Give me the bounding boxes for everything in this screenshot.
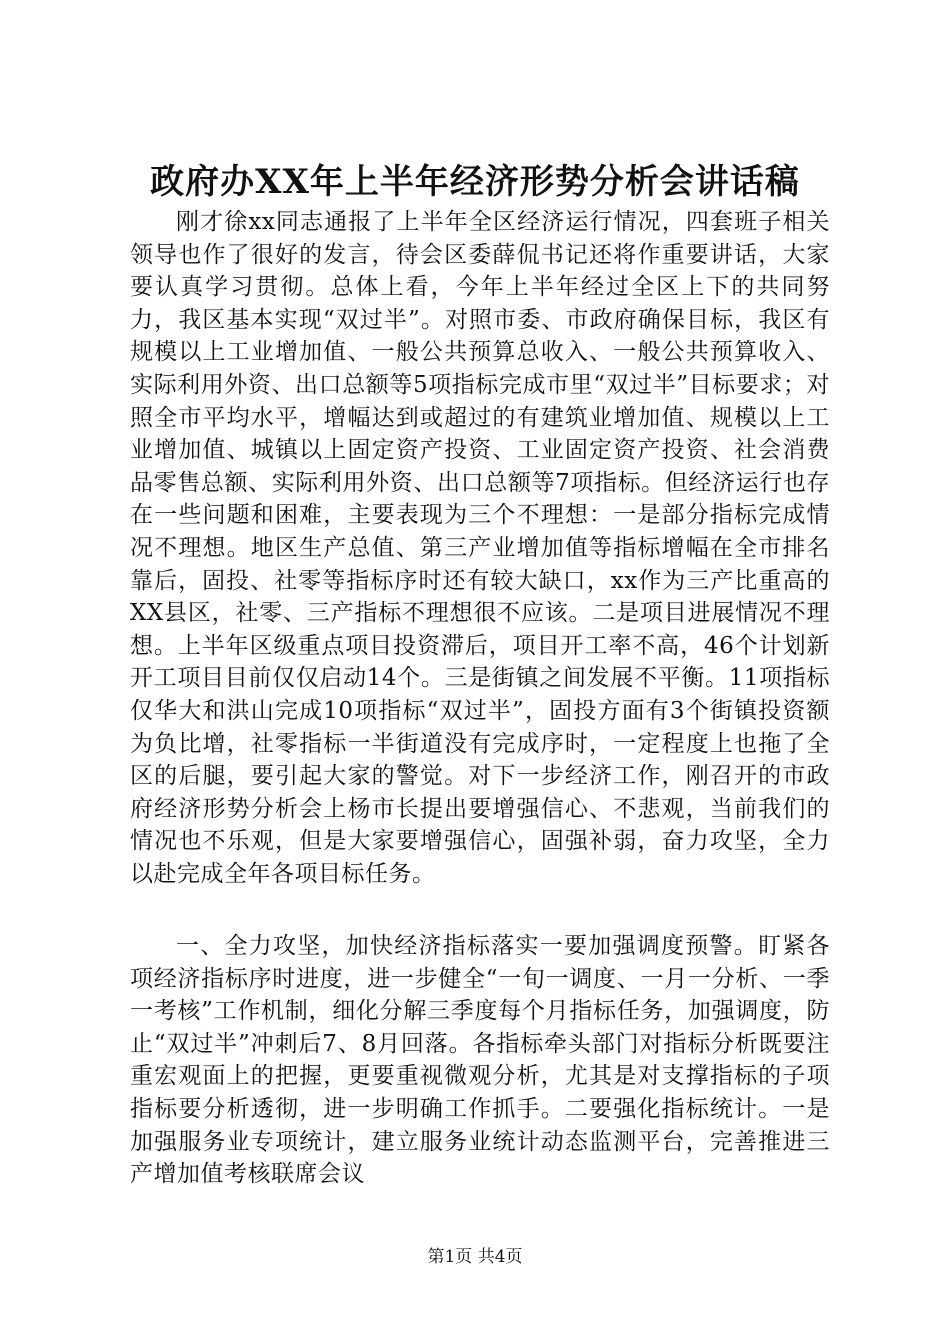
- body-paragraph-1: 刚才徐xx同志通报了上半年全区经济运行情况，四套班子相关领导也作了很好的发言，待会区委薛侃书记还将作重要讲话，大家要认真学习贯彻。总体上看，今年上半年经过全区上下的共同努力，我区基本实现“双过半”。对照市委、市政府确保目标，我区有规模以上工业增加值、一般公共预算总收入、一般公共预算收入、实际利用外资、出口总额等5项指标完成市里“双过半”目标要求；对照全市平均水平，增幅达到或超过的有建筑业增加值、规模以上工业增加值、城镇以上固定资产投资、工业固定资产投资、社会消费品零售总额、实际利用外资、出口总额等7项指标。但经济运行也存在一些问题和困难，主要表现为三个不理想：一是部分指标完成情况不理想。地区生产总值、第三产业增加值等指标增幅在全市排名靠后，固投、社零等指标序时还有较大缺口，xx作为三产比重高的XX县区，社零、三产指标不理想很不应该。二是项目进展情况不理想。上半年区级重点项目投资滞后，项目开工率不高，46个计划新开工项目目前仅仅启动14个。三是街镇之间发展不平衡。11项指标仅华大和洪山完成10项指标“双过半”，固投方面有3个街镇投资额为负比增，社零指标一半街道没有完成序时，一定程度上也拖了全区的后腿，要引起大家的警觉。对下一步经济工作，刚召开的市政府经济形势分析会上杨市长提出要增强信心、不悲观，当前我们的情况也不乐观，但是大家要增强信心，固强补弱，奋力攻坚，全力以赴完成全年各项目标任务。: [130, 209, 830, 887]
- body-paragraph-2: 一、全力攻坚，加快经济指标落实一要加强调度预警。盯紧各项经济指标序时进度，进一步健全“一旬一调度、一月一分析、一季一考核”工作机制，细化分解三季度每个月指标任务，加强调度，防止“双过半”冲刺后7、8月回落。各指标牵头部门对指标分析既要注重宏观面上的把握，更要重视微观分析，尤其是对支撑指标的子项指标要分析透彻，进一步明确工作抓手。二要强化指标统计。一是加强服务业专项统计，建立服务业统计动态监测平台，完善推进三产增加值考核联席会议: [130, 933, 830, 1188]
- document-title: 政府办XX年上半年经济形势分析会讲话稿: [150, 162, 800, 202]
- page-number-footer: 第1页 共4页: [427, 1247, 523, 1267]
